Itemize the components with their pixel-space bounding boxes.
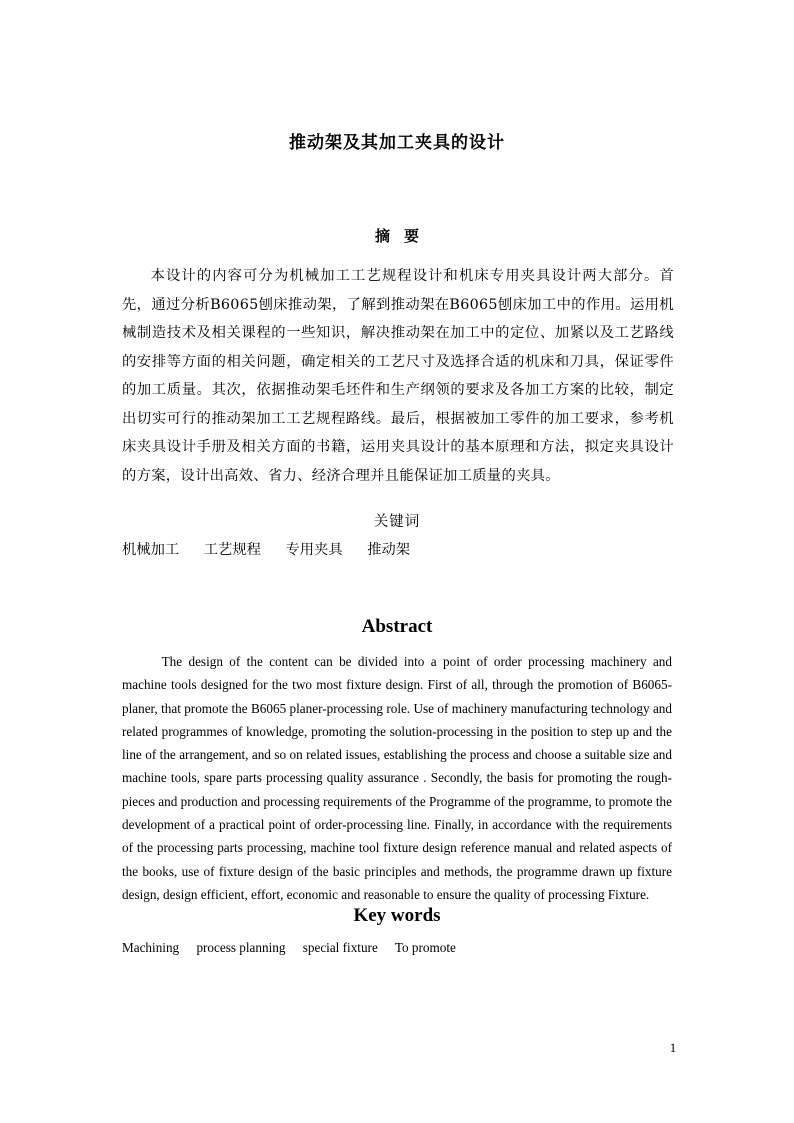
en-keyword: process planning xyxy=(196,940,286,955)
cn-keyword: 推动架 xyxy=(367,542,411,558)
cn-keyword: 机械加工 xyxy=(122,542,180,558)
en-abstract-heading: Abstract xyxy=(361,616,433,637)
en-abstract-body: The design of the content can be divided into a point of order processing machinery and machine tools designed for the two most fixture design. First of all, through the promotion of B6065-planer, that promote the B6065 planer-processing role. Use of machinery manufacturing technology and related programmes of knowledge, promoting the solution-processing in the position to step up and the line of the arrangement, and so on related issues, establishing the process and choose a suitable size and machine tools, spare parts processing quality assurance . Secondly, the basis for promoting the rough-pieces and production and processing requirements of the Programme of the programme, to promote the development of a practical point of order-processing line. Finally, in accordance with the requirements of the processing parts processing, machine tool fixture design reference manual and related aspects of the books, use of fixture design of the basic principles and methods, the programme drawn up fixture design, design efficient, effort, economic and reasonable to ensure the quality of processing Fixture. xyxy=(122,654,672,902)
en-keyword: Machining xyxy=(122,940,180,955)
en-keywords-list xyxy=(122,938,470,958)
en-keyword: special fixture xyxy=(302,940,378,955)
en-keywords-heading: Key words xyxy=(353,905,441,926)
cn-keywords-list xyxy=(122,538,430,562)
cn-keyword: 专用夹具 xyxy=(285,542,343,558)
page-number: 1 xyxy=(669,1040,677,1055)
cn-keyword: 工艺规程 xyxy=(203,542,261,558)
en-keyword: To promote xyxy=(394,940,456,955)
cn-abstract-body: 本设计的内容可分为机械加工工艺规程设计和机床专用夹具设计两大部分。首先，通过分析B6065刨床推动架，了解到推动架在B6065刨床加工中的作用。运用机械制造技术及相关课程的一些知识，解决推动架在加工中的定位、加紧以及工艺路线的安排等方面的相关问题，确定相关的工艺尺寸及选择合适的机床和刀具，保证零件的加工质量。其次，依据推动架毛坯件和生产纲领的要求及各加工方案的比较，制定出切实可行的推动架加工工艺规程路线。最后，根据被加工零件的加工要求，参考机床夹具设计手册及相关方面的书籍，运用夹具设计的基本原理和方法，拟定夹具设计的方案，设计出高效、省力、经济合理并且能保证加工质量的夹具。 xyxy=(122,268,674,484)
document-title: 推动架及其加工夹具的设计 xyxy=(289,133,505,153)
cn-keywords-heading: 关键词 xyxy=(373,514,421,530)
cn-abstract-heading: 摘要 xyxy=(374,227,433,245)
